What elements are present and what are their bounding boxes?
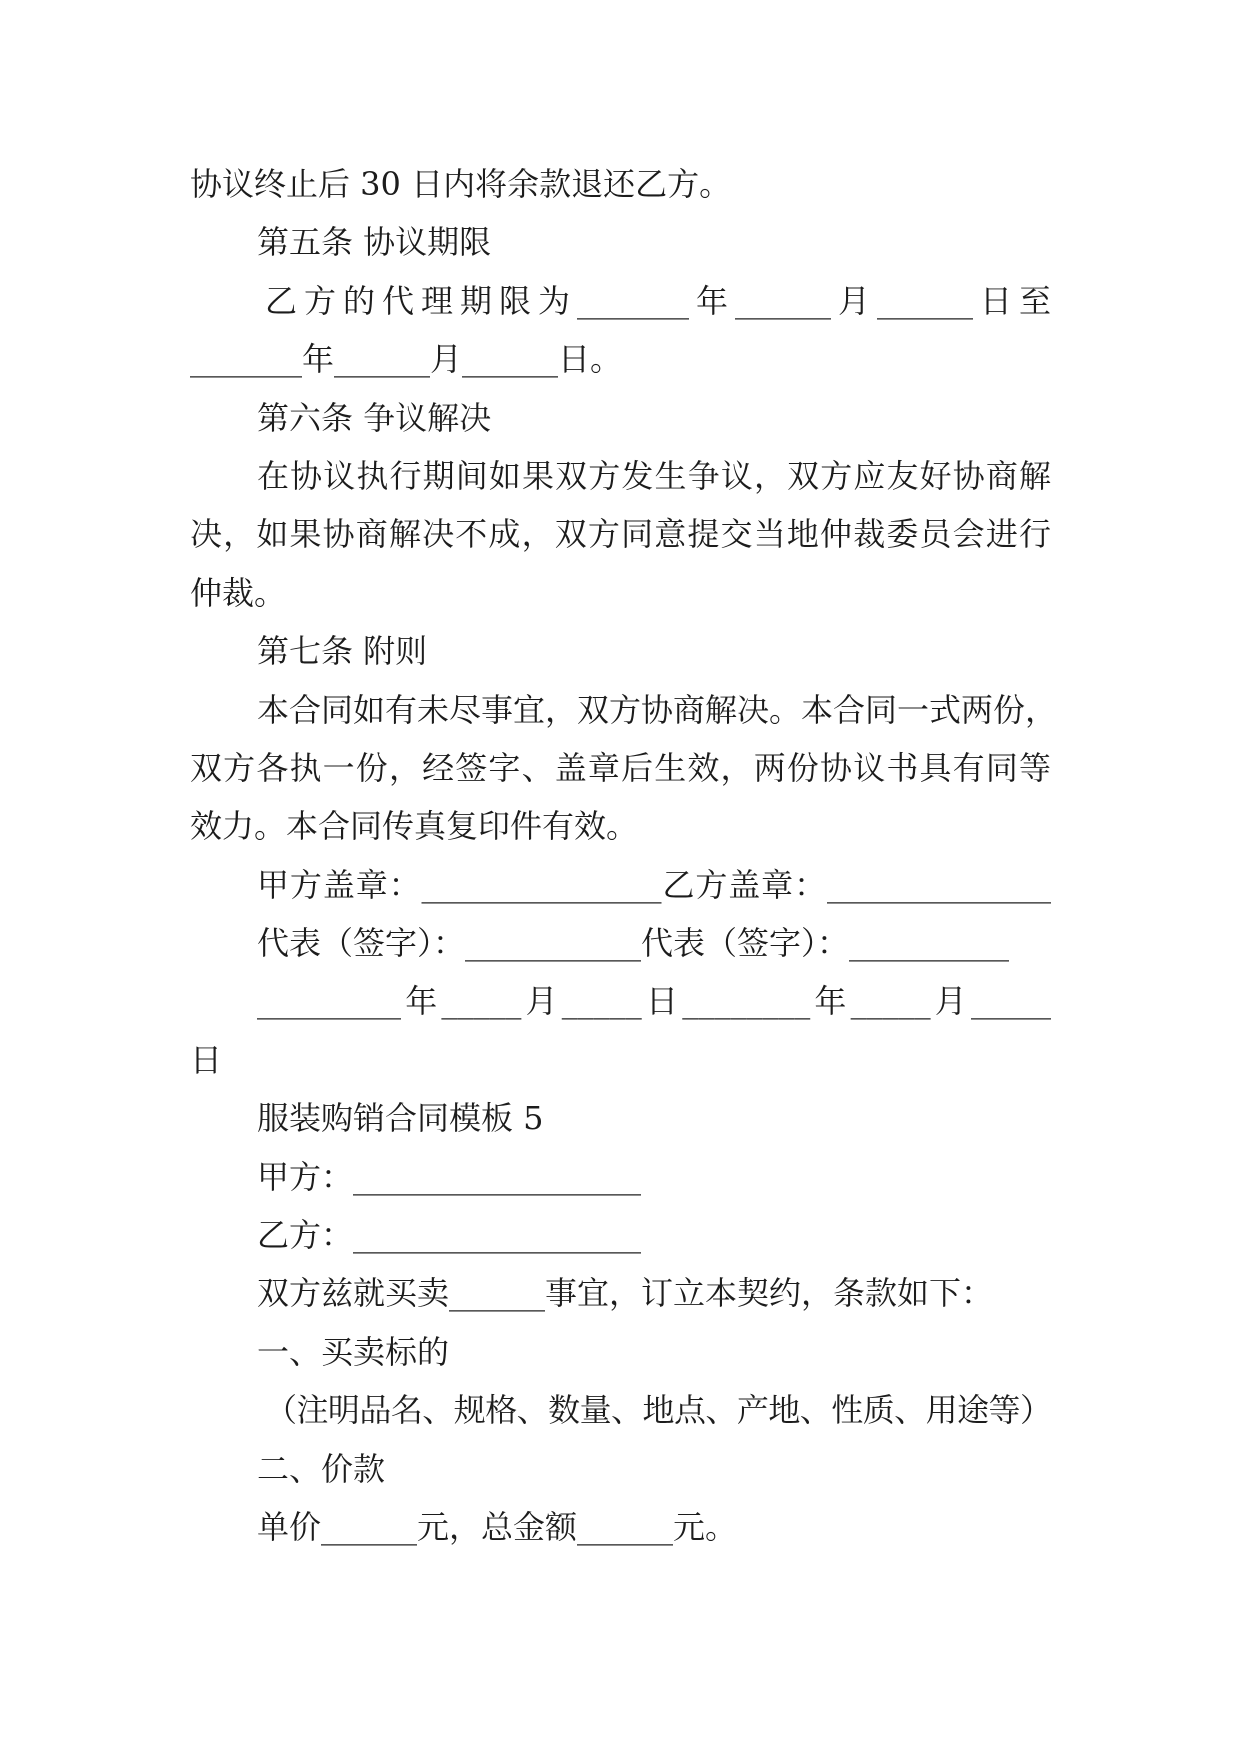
section-1-note: （注明品名、规格、数量、地点、产地、性质、用途等） [265, 1391, 1051, 1430]
seal-line: 甲方盖章：_______________乙方盖章：______________ [257, 865, 1051, 904]
representative-signature-line: 代表（签字）：___________代表（签字）：__________ [257, 924, 1010, 963]
refund-clause-text: 协议终止后 30 日内将余款退还乙方。 [190, 165, 732, 203]
article-5-heading: 第五条 协议期限 [257, 223, 492, 262]
dispute-clause-line-3: 仲裁。 [190, 573, 287, 612]
dispute-clause-line-1: 在协议执行期间如果双方发生争议，双方应友好协商解 [257, 456, 1051, 495]
supplementary-clause-line-2: 双方各执一份，经签字、盖章后生效，两份协议书具有同等 [190, 748, 1051, 787]
preamble-text: 双方兹就买卖______事宜，订立本契约，条款如下： [257, 1274, 994, 1313]
agency-term-line-2: _______年______月______日。 [190, 340, 623, 379]
article-6-heading: 第六条 争议解决 [257, 398, 492, 437]
article-7-heading: 第七条 附则 [257, 632, 428, 671]
template-title: 服装购销合同模板 5 [257, 1099, 544, 1138]
signature-date-line-end: 日 [190, 1040, 223, 1079]
section-1-heading: 一、买卖标的 [257, 1332, 450, 1371]
dispute-clause-line-2: 决，如果协商解决不成，双方同意提交当地仲裁委员会进行 [190, 515, 1051, 554]
signature-date-line: _________年_____月_____日________年_____月_____ [257, 982, 1051, 1021]
document-body [190, 155, 1058, 1556]
supplementary-clause-line-1: 本合同如有未尽事宜，双方协商解决。本合同一式两份， [257, 690, 1058, 729]
supplementary-clause-line-3: 效力。本合同传真复印件有效。 [190, 807, 639, 846]
party-b-field: 乙方：__________________ [257, 1216, 642, 1255]
agency-term-line-1: 乙方的代理期限为_______年______月______日至 [265, 281, 1051, 320]
price-line: 单价______元，总金额______元。 [257, 1507, 738, 1546]
section-2-heading: 二、价款 [257, 1449, 386, 1488]
party-a-field: 甲方：__________________ [257, 1157, 642, 1196]
